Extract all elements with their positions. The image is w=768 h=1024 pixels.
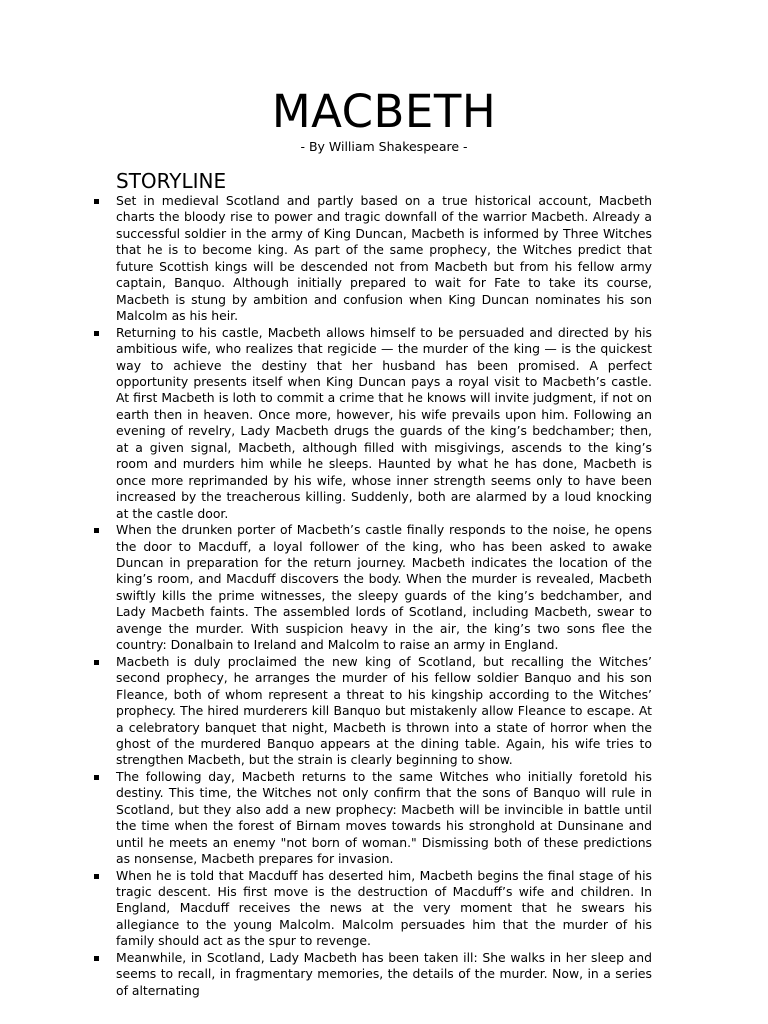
paragraph-text: Macbeth is duly proclaimed the new king of Scotland, but recalling the Witches’ second prophecy, he arranges the murder of his fellow soldier Banquo and his son Fleance, both of whom represent a threat to his kingship according to the Witches’ prophecy. The hired murderers kill Banquo but mistakenly allow Fleance to escape. At a celebratory banquet that night, Macbeth is thrown into a state of horror when the ghost of the murdered Banquo appears at the dining table. Again, his wife tries to strengthen Macbeth, but the strain is clearly beginning to show. [116,653,652,768]
list-item [94,868,652,950]
section-heading: STORYLINE [116,169,227,193]
bullet-icon [94,528,99,533]
list-item [94,654,652,769]
paragraph-text: The following day, Macbeth returns to the same Witches who initially foretold his destiny. This time, the Witches not only confirm that the sons of Banquo will rule in Scotland, but they also add a new prophecy: Macbeth will be invincible in battle until the time when the forest of Birnam moves towards his stronghold at Dunsinane and until he meets an enemy "not born of woman." Dismissing both of these predictions as nonsense, Macbeth prepares for invasion. [116,768,652,867]
bullet-icon [94,199,99,204]
bullet-icon [94,775,99,780]
bullet-icon [94,956,99,961]
paragraph-text: Meanwhile, in Scotland, Lady Macbeth has been taken ill: She walks in her sleep and seems to recall, in fragmentary memories, the details of the murder. Now, in a series of alternating [116,949,652,998]
storyline-list [94,193,652,999]
list-item [94,950,652,999]
paragraph-text: When the drunken porter of Macbeth’s castle finally responds to the noise, he opens the door to Macduff, a loyal follower of the king, who has been asked to awake Duncan in preparation for the return journey. Macbeth indicates the location of the king’s room, and Macduff discovers the body. When the murder is revealed, Macbeth swiftly kills the prime witnesses, the sleepy guards of the king’s bedchamber, and Lady Macbeth faints. The assembled lords of Scotland, including Macbeth, swear to avenge the murder. With suspicion heavy in the air, the king’s two sons flee the country: Donalbain to Ireland and Malcolm to raise an army in England. [116,522,652,653]
paragraph-text: Set in medieval Scotland and partly based on a true historical account, Macbeth charts the bloody rise to power and tragic downfall of the warrior Macbeth. Already a successful soldier in the army of King Duncan, Macbeth is informed by Three Witches that he is to become king. As part of the same prophecy, the Witches predict that future Scottish kings will be descended not from Macbeth but from his fellow army captain, Banquo. Although initially prepared to wait for Fate to take its course, Macbeth is stung by ambition and confusion when King Duncan nominates his son Malcolm as his heir. [116,193,652,324]
paragraph-text: Returning to his castle, Macbeth allows himself to be persuaded and directed by his ambitious wife, who realizes that regicide — the murder of the king — is the quickest way to achieve the destiny that her husband has been promised. A perfect opportunity presents itself when King Duncan pays a royal visit to Macbeth’s castle. At first Macbeth is loth to commit a crime that he knows will invite judgment, if not on earth then in heaven. Once more, however, his wife prevails upon him. Following an evening of revelry, Lady Macbeth drugs the guards of the king’s bedchamber; then, at a given signal, Macbeth, although filled with misgivings, ascends to the king’s room and murders him while he sleeps. Haunted by what he has done, Macbeth is once more reprimanded by his wife, whose inner strength seems only to have been increased by the treacherous killing. Suddenly, both are alarmed by a loud knocking at the castle door. [116,324,652,521]
page-subtitle: - By William Shakespeare - [300,139,468,154]
list-item [94,522,652,654]
list-item [94,769,652,868]
page-title: MACBETH [271,85,497,138]
bullet-icon [94,660,99,665]
bullet-icon [94,331,99,336]
list-item [94,193,652,325]
paragraph-text: When he is told that Macduff has deserted him, Macbeth begins the final stage of his tragic descent. His first move is the destruction of Macduff’s wife and children. In England, Macduff receives the news at the very moment that he swears his allegiance to the young Malcolm. Malcolm persuades him that the murder of his family should act as the spur to revenge. [116,867,652,949]
bullet-icon [94,874,99,879]
list-item [94,325,652,522]
